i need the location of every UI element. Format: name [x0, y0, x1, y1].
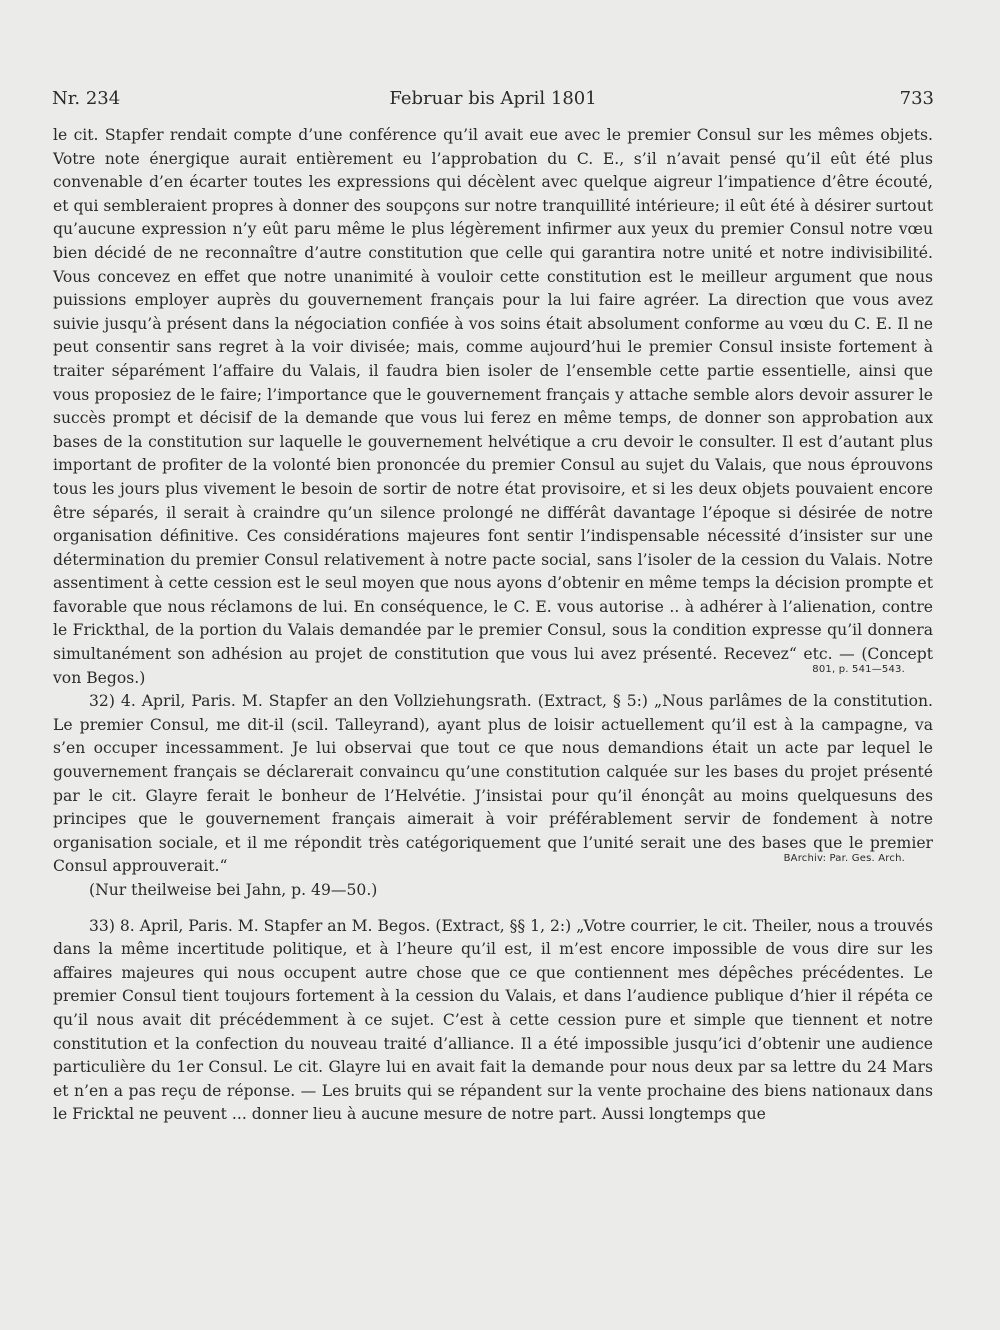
page-number: 733	[899, 88, 934, 109]
document-number: Nr. 234	[52, 88, 121, 109]
body-text	[53, 124, 933, 1127]
archive-reference: BArchiv: Par. Ges. Arch.	[783, 853, 905, 864]
entry-33: 33) 8. April, Paris. M. Stapfer an M. Begos. (Extract, §§ 1, 2:) „Votre courrier, le cit. Theiler, nous a trouvés dans la même incertitude politique, et à l’heure qu’il est, il m’est encore impossible de vous dire sur les affaires majeures qui nous occupent autre chose que ce que contiennent mes dépêches précédentes. Le premier Consul tient toujours fortement à la cession du Valais, et dans l’audience publique d’hier il répéta ce qu’il nous avait dit précédemment à ce sujet. C’est à cette cession pure et simple que tiennent et notre constitution et la confection du nouveau traité d’alliance. Il a été impossible jusqu’ici d’obtenir une audience particulière du 1er Consul. Le cit. Glayre lui en avait fait la demande pour nous deux par sa lettre du 24 Mars et n’en a pas reçu de réponse. — Les bruits qui se répandent sur la vente prochaine des biens nationaux dans le Fricktal ne peuvent ... donner lieu à aucune mesure de notre part. Aussi longtemps que	[53, 916, 933, 1124]
spacer	[53, 903, 933, 915]
entry-32: 32) 4. April, Paris. M. Stapfer an den Vollziehungsrath. (Extract, § 5:) „Nous parlâmes de la constitution. Le premier Consul, me dit-il (scil. Talleyrand), ayant plus de loisir actuellement qu’il est à la campagne, va s’en occuper incessamment. Je lui observai que tout ce que nous demandions était un acte par lequel le gouvernement français se déclarerait convaincu qu’une constitution calquée sur les bases du projet présenté par le cit. Glayre ferait le bonheur de l’Helvétie. J’insistai pour qu’il énonçât au moins quelquesuns des principes que le gouvernement français aimerait à voir préférablement servir de fondement à notre organisation sociale, et il me répondit très catégoriquement que l’unité serait une des bases que le premier Consul approuverait.“	[53, 692, 933, 876]
source-note: (Nur theilweise bei Jahn, p. 49—50.)	[89, 881, 378, 899]
paragraph-letter-continuation: le cit. Stapfer rendait compte d’une conférence qu’il avait eue avec le premier Consul sur les mêmes objets. Votre note énergique aurait entièrement eu l’approbation du C. E., s’il n’avait pensé qu’il eût été plus convenable d’en écarter toutes les expressions qui décèlent avec quelque aigreur l’impatience d’être écouté, et qui sembleraient propres à donner des soupçons sur notre tranquillité intérieure; il eût été à désirer surtout qu’aucune expression n’y eût paru même le plus légèrement infirmer aux yeux du premier Consul notre vœu bien décidé de ne reconnaître d’autre constitution que celle qui garantira notre unité et notre indivisibilité. Vous concevez en effet que notre unanimité à vouloir cette constitution est le meilleur argument que nous puissions employer auprès du gouvernement français pour la lui faire agréer. La direction que vous avez suivie jusqu’à présent dans la négociation confiée à vos soins était absolument conforme au vœu du C. E. Il ne peut consentir sans regret à la voir divisée; mais, comme aujourd’hui le premier Consul insiste fortement à traiter séparément l’affaire du Valais, il faudra bien isoler de l’ensemble cette partie essentielle, ainsi que vous proposiez de le faire; l’importance que le gouvernement français y attache semble alors devoir assurer le succès prompt et décisif de la demande que vous lui ferez en même temps, de donner son approbation aux bases de la constitution sur laquelle le gouvernement helvétique a cru devoir le consulter. Il est d’autant plus important de profiter de la volonté bien prononcée du premier Consul au sujet du Valais, que nous éprouvons tous les jours plus vivement le besoin de sortir de notre état provisoire, et si les deux objets pouvaient encore être séparés, il serait à craindre qu’un silence prolongé ne différât davantage l’époque si désirée de notre organisation définitive. Ces considérations majeures font sentir l’indispensable nécessité d’insister sur une détermination du premier Consul relativement à notre pacte social, sans l’isoler de la cession du Valais. Notre assentiment à cette cession est le seul moyen que nous ayons d’obtenir en même temps la décision prompte et favorable que nous réclamons de lui. En conséquence, le C. E. vous autorise .. à adhérer à l’alienation, contre le Frickthal, de la portion du Valais demandée par le premier Consul, sous la condition expresse qu’il donnera simultanément son adhésion au projet de constitution que vous lui avez présenté. Recevez“ etc. — (Concept von Begos.)	[53, 126, 933, 687]
archive-reference: 801, p. 541—543.	[812, 664, 905, 676]
header-title: Februar bis April 1801	[389, 88, 597, 109]
running-header	[52, 88, 934, 116]
